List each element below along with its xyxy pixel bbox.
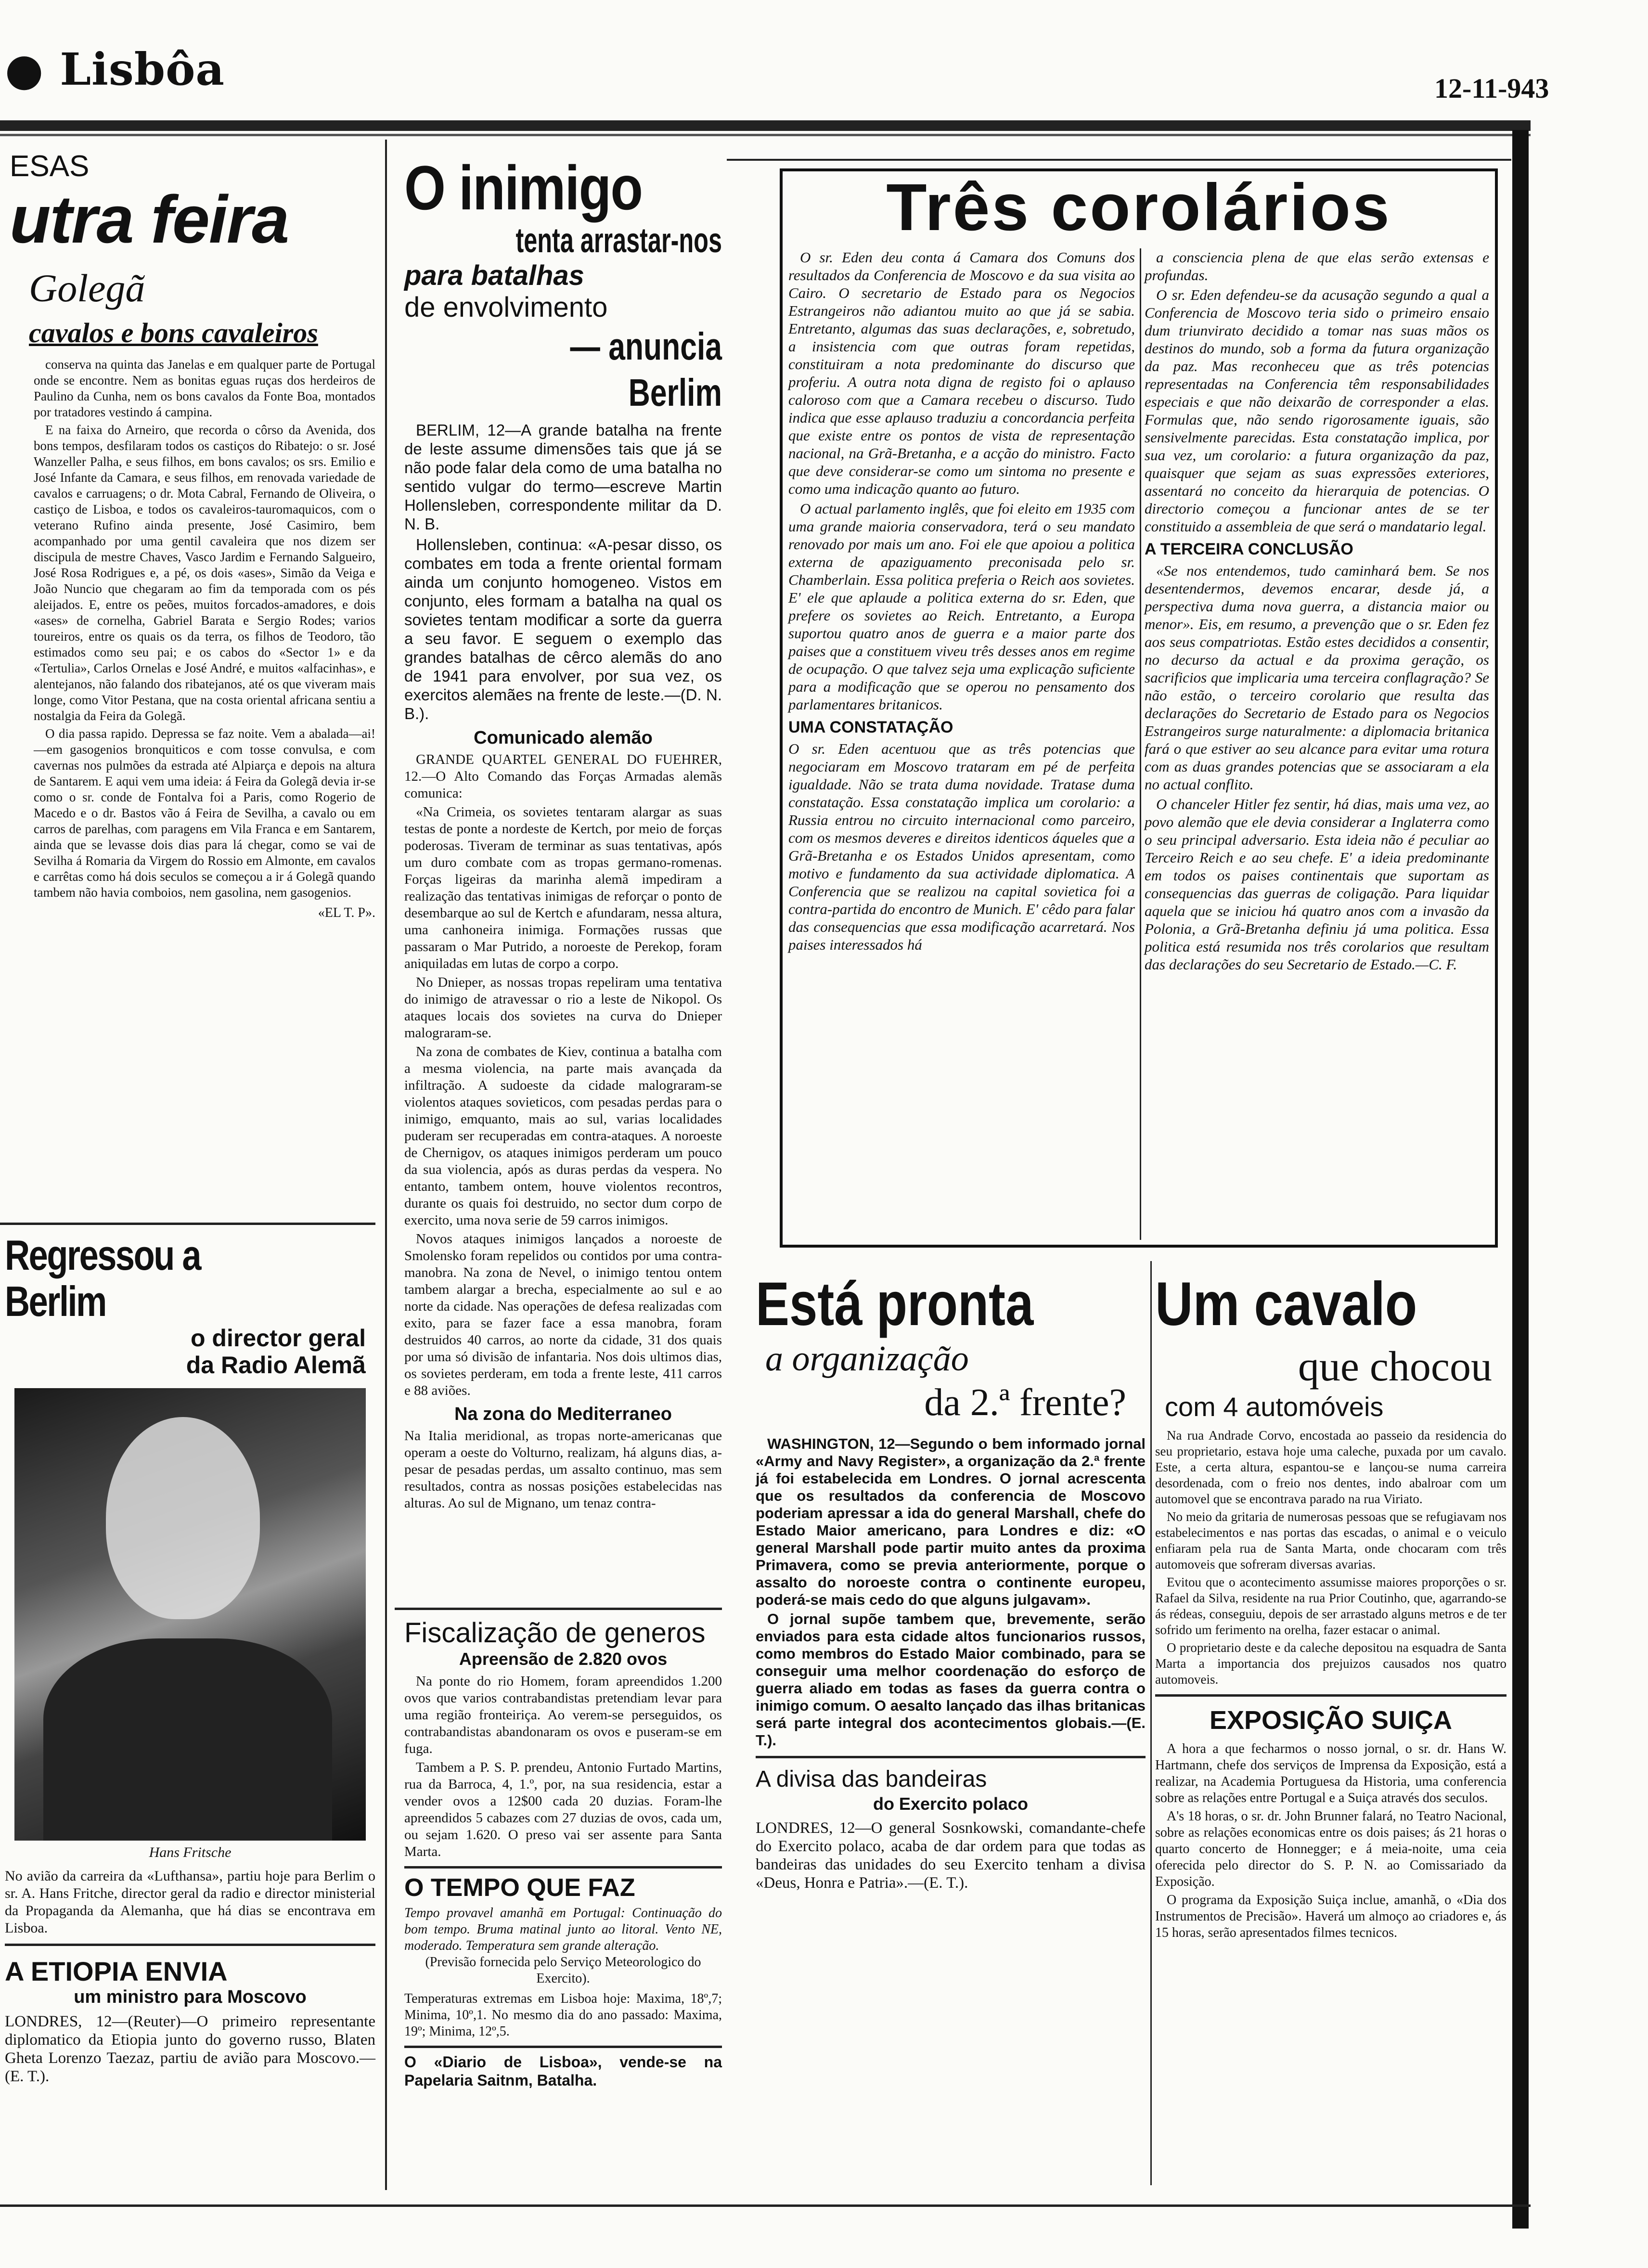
subhead: Comunicado alemão (474, 728, 653, 748)
right-border (1512, 130, 1529, 2229)
deck: para batalhas (404, 260, 584, 291)
header-rule-thin (0, 134, 1531, 136)
column-divider (1140, 248, 1141, 1240)
caption-text: No avião da carreira da «Lufthansa», partiu hoje para Berlim o sr. A. Hans Fritche, director geral da radio e director ministerial da Propaganda da Alemanha, que há dias se encontrava em Lisboa. (5, 1868, 375, 1936)
deck: com 4 automóveis (1165, 1392, 1384, 1422)
deck: tenta arrastar-nos (515, 221, 722, 260)
paragraph: Na zona de combates de Kiev, continua a batalha com a mesma violencia, na parte mais avançada da infiltração. A sudoeste da cidade malograram-se violentos ataques sovieticos, com pesadas perdas para o inimigo, emquanto, mais ao sul, varias localidades puderam ser recuperadas em contra-ataques. A noroeste de Chernigov, os ataques inimigos perderam um pouco da sua violencia, após as duras perdas da vespera. No entanto, tambem ontem, houve violentos recontros, durante os quais foi destruido, no sector dum corpo de exercito, uma nova serie de 59 carros inimigos. (404, 1044, 722, 1228)
temperatures: Temperaturas extremas em Lisboa hoje: Maxima, 18º,7; Minima, 10º,1. No mesmo dia do ano passado: Maxima, 19º; Minima, 12º,5. (404, 1991, 722, 2039)
paragraph: O jornal supõe tambem que, brevemente, serão enviados para esta cidade altos funcionarios russos, como membros do Estado Maior combinado, para se conseguir uma melhor coordenação do esforço de guerra aliado em todas as fases da guerra contra o inimigo comum. O aesalto lançado das ilhas britanicas será parte integral dos acontecimentos globais.—(E. T.). (756, 1611, 1146, 1749)
article-body (1145, 562, 1489, 973)
suit-shape (43, 1638, 332, 1841)
paragraph: WASHINGTON, 12—Segundo o bem informado jornal «Army and Navy Register», a organização da 2.ª frente já foi estabelecida em Londres. O jornal acrescenta que os resultados da conferencia de Moscovo poderiam apressar a ida do general Marshall, chefe do Estado Maior americano, para Londres e diz: «O general Marshall pode partir muito antes da proxima Primavera, como se previa anteriormente, porque o assalto do noroeste contra o continente europeu, poderá-se mais cedo do que alguns julgavam». (756, 1435, 1146, 1608)
paragraph: No meio da gritaria de numerosas pessoas que se refugiavam nos estabelecimentos e nas portas das escadas, o animal e o veiculo enfiaram pela rua de Santa Marta, onde chocaram com três automoveis que sofreram diversas avarias. (1155, 1509, 1506, 1572)
paragraph: O programa da Exposição Suiça inclue, amanhã, o «Dia dos Instrumentos de Precisão». Haverá um almoço ao criadores e, ás 15 horas, serão apresentados filmes tecnicos. (1155, 1893, 1506, 1940)
paper-name: Lisbôa (60, 43, 225, 95)
editorial-left (788, 248, 1135, 954)
col2-article (404, 154, 722, 1512)
headline: Um cavalo (1155, 1270, 1417, 1339)
article-body (1155, 1741, 1506, 1941)
deck: a organização (765, 1339, 969, 1379)
signature: «EL T. P». (318, 905, 375, 920)
headline: A divisa das bandeiras (756, 1766, 987, 1792)
headline: Fiscalização de generos (404, 1617, 706, 1649)
header-rule (0, 120, 1531, 131)
section-rule (756, 1756, 1146, 1758)
editorial-right (1145, 248, 1489, 975)
deck: que chocou (1298, 1343, 1492, 1390)
paragraph: Novos ataques inimigos lançados a noroeste de Smolensko foram repelidos ou contidos por uma contra-manobra. Na zona de Nevel, o inimigo tentou ontem tambem alargar a brecha, especialmente ao sul e ao norte da cidade. Nas operações de defesa realizadas com exito, para se fazer face a essa manobra, foram destruidos 40 carros, ao norte da cidade, 31 dos quais por uma só divisão de infantaria. Nos dois ultimos dias, os sovietes perderam, em toda a frente leste, 411 carros e 88 aviões. (404, 1231, 722, 1398)
deck: o director geral (191, 1325, 366, 1352)
col4-article (756, 1271, 1146, 1892)
paragraph: Tambem a P. S. P. prendeu, Antonio Furtado Martins, rua da Barroca, 4, 1.º, por, na sua residencia, estar a vender ovos a 12$00 cada 20 duzias. Foram-lhe apreendidos 5 cabazes com 27 duzias de ovos, cada um, ou sejam 1.620. O preso vai ser assente para Santa Marta. (404, 1760, 722, 1859)
subhead: UMA CONSTATAÇÃO (788, 718, 953, 736)
sales-notice: O «Diario de Lisboa», vende-se na Papelaria Saitnm, Batalha. (404, 2053, 722, 2089)
paragraph: O sr. Eden deu conta á Camara dos Comuns dos resultados da Conferencia de Moscovo e da sua visita ao Cairo. O secretario de Estado para os Negocios Estrangeiros não adiantou muito ao que já se sabia. Entretanto, algumas das suas declarações, e, sobretudo, a insistencia com que outras foram repetidas, constituiram a nota predominante do discurso que proferiu. A outra nota digna de registo foi o aplauso caloroso com que a Camara recebeu o discurso. Tudo indica que esse aplauso traduziu a concordancia perfeita que existe entre os pontos de vista de representação nacional, na Grã-Bretanha, e a acção do ministro. Facto que deve considerar-se como um sintoma no presente e como uma indicação quanto ao futuro. (788, 249, 1135, 497)
deck: cavalos e bons cavaleiros (29, 317, 318, 348)
lead (404, 421, 722, 723)
deck: um ministro para Moscovo (74, 1987, 307, 2007)
deck: — anuncia Berlim (570, 325, 722, 414)
article-body (1145, 248, 1489, 535)
col2-article2 (404, 1617, 722, 2089)
article-body: LONDRES, 12—O general Sosnkowski, comandante-chefe do Exercito polaco, acaba de dar ordem para que todas as bandeiras das unidades do seu Exercito tenham a divisa «Deus, Honra e Patria».—(E. T.). (756, 1819, 1146, 1892)
paragraph: O actual parlamento inglês, que foi eleito em 1935 com uma grande maioria conservadora, terá o seu mandato renovado por mais um ano. Foi ele que apoiou a politica externa de apaziguamento preconisada pelo sr. Chamberlain. Essa politica preferia o Reich aos sovietes. E' ele que aplaude a politica externa do sr. Eden, que prefere os sovietes ao Reich. Entretanto, a Europa suportou quatro anos de guerra e a maior parte dos paises que a constituem viveu três desses anos em regime de ocupação. O que talvez seja uma explicação suficiente para a modificação que se operou no pensamento dos parlamentares britanicos. (788, 500, 1135, 713)
paragraph: a consciencia plena de que elas serão extensas e profundas. (1145, 249, 1489, 284)
bullet-icon: ● (5, 43, 60, 95)
weather-source: (Previsão fornecida pelo Serviço Meteorologico do Exercito). (425, 1955, 701, 1986)
kicker: ESAS (10, 150, 90, 183)
paragraph: O sr. Eden defendeu-se da acusação segundo a qual a Conferencia de Moscovo teria sido o primeiro ensaio dum triunvirato decidido a tomar nas suas mãos os destinos do mundo, sob a forma da futura organização da paz. Mas reconheceu que as três potencias representadas na Conferencia têm responsabilidades especiais e que não deixarão de corresponder a elas. Formulas que, não sendo rigorosamente iguais, são sensivelmente parecidas. Esta constatação implica, por sua vez, um corolario: a futura organização da paz, quaisquer que sejam as suas expressões exteriores, assentará no conceito da hierarquia de potencias. O directorio começou a funcionar antes de se ter constituido a assembleia de que será o mandatario legal. (1145, 286, 1489, 535)
section-rule (1155, 1694, 1506, 1697)
face-shape (106, 1417, 260, 1619)
paragraph: «Se nos entendemos, tudo caminhará bem. Se nos desentendermos, devemos encarar, desde já, a perspectiva duma nova guerra, a distancia maior ou menor». Eis, em resumo, a prevenção que o sr. Eden fez aos seus compatriotas. Estão estes decididos a consentir, no decurso da actual e da proxima geração, os sacrificios que implicaria uma terceira conflagração? Se não estão, o terceiro corolario que resulta das declarações do Secretario de Estado para os Negocios Estrangeiros surge naturalmente: a diplomacia britanica fará o que estiver ao seu alcance para evitar uma rotura com as duas grandes potencias que se associaram a ela no actual conflito. (1145, 562, 1489, 793)
masthead-title (5, 43, 225, 95)
section-rule (727, 159, 1511, 161)
paragraph: E na faixa do Arneiro, que recorda o côrso da Avenida, dos bons tempos, desfilaram todos os castiços do Ribatejo: o sr. José Wanzeller Palha, e seus filhos, em bons cavalos; os srs. Emilio e José Infante da Camara, e seus filhos, em renovada variedade de cavalos e carruagens; o dr. Mota Cabral, Fernando de Oliveira, o castiço de Lisboa, e todos os cavaleiros-tauromaquicos, com o veterano Rufino ainda presente, José Casimiro, bem acompanhado por uma gentil cavaleira que nos dizem ser discipula de mestre Chaves, Vasco Jardim e Fernando Salgueiro, José Rosa Rodrigues e, a pé, os dois «ases», Simão da Veiga e João Nuncio que chegaram ao fim da temporada com os pés aleijados. E, entre os peões, muitos forcados-amadores, e dois «ases» de cornelha, Gabriel Barata e Sergio Rodes; varios toureiros, entre os quais os da terra, os filhos de Teodoro, tão estimados como seu pai; e os cabos do «Sector 1» e da «Tertulia», Carlos Ornelas e José André, e muitos «alfacinhas», e alentejanos, não falando dos ribatejanos, até os que viveram mais longe, como Vitor Pestana, que na costa oriental africana sentiu a nostalgia da Feira da Golegã. (34, 423, 375, 723)
headline: O inimigo (404, 153, 643, 223)
section-rule (404, 2046, 722, 2048)
article-body: LONDRES, 12—(Reuter)—O primeiro representante diplomatico da Etiopia junto do governo russo, Blaten Gheta Lorenzo Taezaz, partiu de avião para Moscovo.—(E. T.). (5, 2013, 375, 2085)
article-body (404, 1673, 722, 1860)
paragraph: O dia passa rapido. Depressa se faz noite. Vem a abalada—ai!—em gasogenios bronquiticos e com tosse convulsa, e com cavernas nos pulmões da estrada até Alpiarça e depois na altura de Santarem. E aqui vem uma ideia: á Feira da Golegã devia ir-se como o sr. conde de Fontalva foi a Paris, como Rogerio de Macedo e o dr. Bastos vão á Feira de Sevilha, a cavalo ou em carros de parelhas, com paragens em Vila Franca e em Santarem, ainda que se levasse dois dias para lá chegar, como se vai de Sevilha á Romaria da Virgem do Rossio em Almonte, em cavalos e carrêtas como há dois seculos se começou a ir á Golegã quando tambem não havia comboios, nem gasolina, nem gasogenios. (34, 726, 375, 900)
article-body (404, 751, 722, 1399)
paragraph: Na ponte do rio Homem, foram apreendidos 1.200 ovos que varios contrabandistas pretendiam levar para uma região fronteiriça. Ao verem-se perseguidos, os contrabandistas abandonaram os ovos e puseram-se em fuga. (404, 1674, 722, 1756)
paragraph: O proprietario deste e da caleche depositou na esquadra de Santa Marta a importancia dos prejuizos causados nos quatro automoveis. (1155, 1640, 1506, 1687)
column-divider (1150, 1261, 1152, 2185)
article-body (788, 248, 1135, 713)
paragraph: No Dnieper, as nossas tropas repeliram uma tentativa do inimigo de atravessar o rio a leste de Nikopol. Os ataques locais dos sovietes na curva do Dnieper malograram-se. (404, 975, 722, 1041)
weather-forecast: Tempo provavel amanhã em Portugal: Continuação do bom tempo. Bruma matinal junto ao litoral. Vento NE, moderado. Temperatura sem grande alteração. (404, 1906, 722, 1953)
deck: do Exercito polaco (873, 1794, 1029, 1814)
deck: da 2.ª frente? (924, 1381, 1126, 1424)
headline: O TEMPO QUE FAZ (404, 1874, 635, 1902)
deck: Apreensão de 2.820 ovos (459, 1649, 668, 1669)
paragraph: conserva na quinta das Janelas e em qualquer parte de Portugal onde se encontre. Nem as bonitas eguas ruças dos herdeiros de Paulino da Cunha, nem os bons cavalos da Fonte Boa, montados por tratadores vestindo á campina. (34, 357, 375, 419)
deck: de envolvimento (404, 292, 608, 323)
paragraph: BERLIM, 12—A grande batalha na frente de leste assume dimensões tais que já se não pode falar dela como de uma batalha no sentido vulgar do termo—escreve Martin Hollensleben, correspondente militar da D. N. B. (404, 421, 722, 533)
article-body: O sr. Eden acentuou que as três potencias que negociaram em Moscovo trataram em pé de perfeita igualdade. Não se trata duma novidade. Tratase duma constatação. Essa constatação implica um corolario: a Russia entrou no circuito internacional como parceiro, com os mesmos deveres e direitos identicos áqueles que a Grã-Bretanha e os Estados Unidos apresentam, como motivo e fundamento da sua actividade diplomatica. A Conferencia que se realizou na capital sovietica foi a contra-partida do encontro de Munich. E' cêdo para falar das consequencias que essa modificação acarretará. Nos paises interessados há (788, 740, 1135, 953)
photo-caption: Hans Fritsche (149, 1844, 232, 1860)
section-rule (404, 1866, 722, 1869)
paragraph: GRANDE QUARTEL GENERAL DO FUEHRER, 12.—O Alto Comando das Forças Armadas alemãs comunica: (404, 752, 722, 801)
article-body (1155, 1428, 1506, 1688)
section-rule (5, 1944, 375, 1946)
paragraph: Na rua Andrade Corvo, encostada ao passeio da residencia do seu proprietario, estava hoje uma caleche, puxada por um cavalo. Este, a certa altura, espantou-se e lançou-se numa carreira desordenada, com o freio nos dentes, indo abalroar com um automovel que se encontrava parado na rua Viriato. (1155, 1428, 1506, 1506)
column-divider (385, 140, 387, 2190)
paragraph: A's 18 horas, o sr. dr. John Brunner falará, no Teatro Nacional, sobre as relações economicas entre os dois paises; ás 21 horas o quarto concerto de Honnegger; e á meia-noite, uma ceia oferecida pelo director do S. P. N. ao Comissariado da Exposição. (1155, 1809, 1506, 1889)
deck: da Radio Alemã (186, 1352, 366, 1379)
headline: EXPOSIÇÃO SUIÇA (1209, 1706, 1453, 1735)
paragraph: Evitou que o acontecimento assumisse maiores proporções o sr. Rafael da Silva, residente na rua Prior Coutinho, que, agarrando-se ás rédeas, conseguiu, depois de ser arrastado alguns metros e de ter sofrido um ferimento na orelha, fazer estacar o animal. (1155, 1575, 1506, 1637)
section-rule (0, 1223, 375, 1225)
footer-rule (0, 2204, 1531, 2207)
section-rule (395, 1608, 722, 1610)
subhead: A TERCEIRA CONCLUSÃO (1145, 540, 1353, 558)
subhead: Na zona do Mediterraneo (454, 1404, 672, 1424)
issue-date: 12-11-943 (1434, 73, 1549, 104)
col1-article (10, 149, 375, 921)
col5-article (1155, 1271, 1506, 1943)
article-body (756, 1435, 1146, 1749)
editorial-box (780, 168, 1498, 1248)
paragraph: «Na Crimeia, os sovietes tentaram alargar as suas testas de ponte a nordeste de Kertch, por meio de forças poderosas. Tiveram de terminar as suas tentativas, após um duro combate com as tropas germano-romenas. Forças ligeiras da marinha alemã impediram a realização das tentativas inimigas de reforçar o ponto de desembarque ao sul de Kertch e afundaram, nessa altura, uma canhoneira inimiga. Formações russas que passaram o Mar Putrido, a noroeste de Perekop, foram aniquiladas em lutas de corpo a corpo. (404, 804, 722, 971)
headline: utra feira (10, 181, 289, 257)
headline: Regressou a Berlim (5, 1231, 201, 1325)
deck: Golegã (29, 266, 145, 310)
headline: Está pronta (756, 1270, 1034, 1339)
portrait-photo (14, 1388, 366, 1841)
paragraph: Hollensleben, continua: «A-pesar disso, os combates em toda a frente oriental formam ainda um conjunto homogeneo. Vistos em conjunto, eles formam a batalha na qual os sovietes tentam modificar a sorte da guerra a seu favor. E seguem o exemplo das grandes batalhas de cêrco alemãs do ano de 1941 para envolver, por sua vez, os exercitos alemães na frente de leste.—(D. N. B.). (404, 536, 722, 722)
col1-article2 (5, 1232, 375, 2086)
article-body (10, 357, 375, 901)
headline: A ETIOPIA ENVIA (5, 1956, 228, 1986)
article-body: Na Italia meridional, as tropas norte-americanas que operam a oeste do Volturno, realizam, há alguns dias, a-pesar de pesadas perdas, um assalto continuo, mas sem resultados, contra as nossas posições estabelecidas nas alturas. Ao sul de Mignano, um tenaz contra- (404, 1428, 722, 1511)
paragraph: O chanceler Hitler fez sentir, há dias, mais uma vez, ao povo alemão que ele devia considerar a Inglaterra como o seu principal adversario. Esta ideia não é peculiar ao Terceiro Reich e ao seu chefe. E' a ideia predominante em todos os paises continentais que suportam as consequencias das guerras de coligação. Para liquidar aquela que se iniciou há quatro anos com a invasão da Polonia, a Grã-Bretanha definiu já uma politica. Essa politica está resumida nos três corolarios que resultam das declarações do seu Secretario de Estado.—C. F. (1145, 796, 1489, 973)
paragraph: A hora a que fecharmos o nosso jornal, o sr. dr. Hans W. Hartmann, chefe dos serviços de Imprensa da Exposição, está a realizar, na Academia Portuguesa da Historia, uma conferencia sobre as relações entre Portugal e a Suiça através dos seculos. (1155, 1741, 1506, 1805)
headline: Três corolários (886, 170, 1391, 245)
